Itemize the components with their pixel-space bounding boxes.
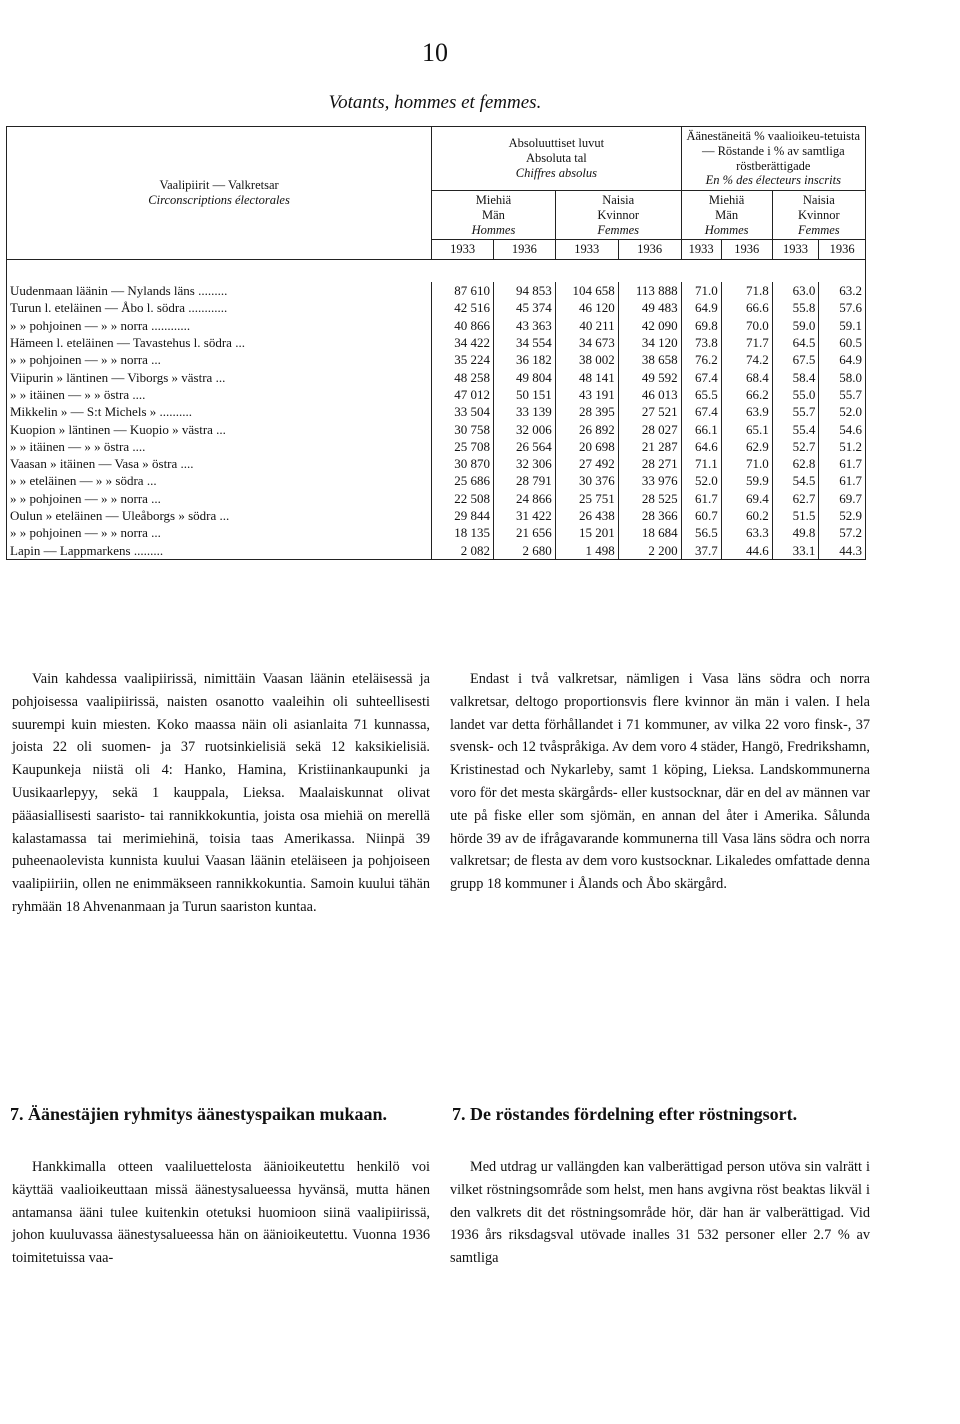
table-cell: 67.4: [681, 403, 721, 420]
table-row: [7, 386, 866, 403]
table-row: [7, 524, 866, 541]
table-cell: 32 306: [493, 455, 555, 472]
table-cell: 60.5: [819, 334, 866, 351]
table-cell: 52.0: [681, 472, 721, 489]
district-name: Uudenmaan läänin — Nylands läns .........: [7, 282, 432, 299]
absolute-header-fi: Absoluuttiset luvut: [508, 136, 605, 151]
district-name: » » pohjoinen — » » norra ...: [7, 490, 432, 507]
men-header-pct: [681, 191, 772, 240]
paragraph-swedish-1: Endast i två valkretsar, nämligen i Vasa läns södra och norra valkretsar, deltogo proportionsvis flere kvinnor än män i valen. I hela landet var detta förhållandet i 71 kommuner, av vilka 22 voro finsk-, 37 svensk- och 12 tvåspråkiga. Av dem voro 4 städer, Hangö, Fredrikshamn, Kristinestad och Nykarleby, samt 1 köping, Lieksa. Landskommunerna voro för det mesta skärgårds- eller kustsocknar, där en del av männen var ute på fiske eller som sjömän, en annan del åter i Amerika. Sålunda hörde 39 av de ifrågavarande kommunerna till Vasa läns södra och norra valkretsar; de flesta av dem voro kustsocknar. Likaledes omfattade denna grupp 18 kommuner i Ålands och Åbo skärgård.: [450, 671, 870, 893]
table-cell: 94 853: [493, 282, 555, 299]
table-cell: 64.5: [772, 334, 819, 351]
women-label-sv: Kvinnor: [597, 207, 640, 222]
table-cell: 63.3: [721, 524, 772, 541]
table-cell: 33.1: [772, 541, 819, 559]
table-cell: 55.4: [772, 420, 819, 437]
table-cell: 35 224: [432, 351, 494, 368]
percent-header-text: Äänestäneitä % vaalioikeu-tetuista — Röstande i % av samtliga röstberättigade: [686, 129, 861, 173]
table-cell: 52.9: [819, 507, 866, 524]
table-cell: 43 363: [493, 317, 555, 334]
table-cell: 46 013: [618, 386, 681, 403]
district-name: Lapin — Lappmarkens .........: [7, 541, 432, 559]
year-header: 1933: [681, 240, 721, 260]
table-cell: 71.8: [721, 282, 772, 299]
men-label-fr: Hommes: [471, 222, 516, 237]
percent-header: [681, 127, 865, 191]
table-cell: 51.5: [772, 507, 819, 524]
table-cell: 30 870: [432, 455, 494, 472]
district-name: » » pohjoinen — » » norra ............: [7, 317, 432, 334]
table-row: [7, 351, 866, 368]
table-cell: 55.7: [819, 386, 866, 403]
table-cell: 113 888: [618, 282, 681, 299]
district-name: Kuopion » läntinen — Kuopio » västra ...: [7, 420, 432, 437]
table-row: [7, 368, 866, 385]
table-cell: 63.0: [772, 282, 819, 299]
table-cell: 34 422: [432, 334, 494, 351]
district-name: » » eteläinen — » » södra ...: [7, 472, 432, 489]
text-swedish-2: [450, 1156, 870, 1270]
table-row: [7, 472, 866, 489]
absolute-header-sv: Absoluta tal: [525, 151, 587, 166]
women-header-pct: [772, 191, 865, 240]
table-cell: 24 866: [493, 490, 555, 507]
table-cell: 48 258: [432, 368, 494, 385]
table-cell: 64.6: [681, 438, 721, 455]
women-label-sv: Kvinnor: [798, 207, 840, 222]
year-header: 1936: [493, 240, 555, 260]
men-header-abs: [432, 191, 556, 240]
year-header: 1936: [721, 240, 772, 260]
women-label-fr: Femmes: [597, 222, 640, 237]
table-cell: 40 211: [555, 317, 618, 334]
men-label-fi: Miehiä: [708, 193, 745, 207]
table-cell: 58.4: [772, 368, 819, 385]
district-name: » » pohjoinen — » » norra ...: [7, 351, 432, 368]
table-cell: 54.6: [819, 420, 866, 437]
women-label-fi: Naisia: [802, 193, 835, 207]
table-cell: 87 610: [432, 282, 494, 299]
table-cell: 63.9: [721, 403, 772, 420]
table-cell: 2 680: [493, 541, 555, 559]
table-cell: 71.0: [681, 282, 721, 299]
women-label-fi: Naisia: [602, 193, 635, 207]
year-header: 1933: [772, 240, 819, 260]
table-cell: 38 658: [618, 351, 681, 368]
district-name: Mikkelin » — S:t Michels » ..........: [7, 403, 432, 420]
table-cell: 25 751: [555, 490, 618, 507]
paragraph-swedish-2: Med utdrag ur vallängden kan valberättigad person utöva sin valrätt i vilket röstningsområde som helst, men hans avgivna röst beaktas likväl i den valkrets dit det röstningsområde hör, där han är valberättigad. Vid 1936 års riksdagsval utövade inalles 31 532 personer eller 2.7 % av samtliga: [450, 1159, 870, 1267]
district-header: [7, 127, 432, 260]
table-cell: 36 182: [493, 351, 555, 368]
table-row: [7, 282, 866, 299]
table-cell: 66.2: [721, 386, 772, 403]
table-cell: 58.0: [819, 368, 866, 385]
table-cell: 59.0: [772, 317, 819, 334]
table-cell: 28 525: [618, 490, 681, 507]
table-cell: 18 135: [432, 524, 494, 541]
table-row: [7, 507, 866, 524]
section-heading-finnish: 7. Äänestäjien ryhmitys äänestyspaikan mukaan.: [10, 1104, 388, 1124]
percent-header-fr: En % des électeurs inscrits: [705, 173, 841, 188]
table-cell: 60.7: [681, 507, 721, 524]
table-cell: 64.9: [819, 351, 866, 368]
district-name: Vaasan » itäinen — Vasa » östra ....: [7, 455, 432, 472]
table-cell: 42 090: [618, 317, 681, 334]
district-name: » » itäinen — » » östra ....: [7, 386, 432, 403]
table-cell: 40 866: [432, 317, 494, 334]
table-cell: 42 516: [432, 299, 494, 316]
table-cell: 59.9: [721, 472, 772, 489]
table-row: [7, 420, 866, 437]
year-header: 1933: [432, 240, 494, 260]
paragraph-finnish-2: Hankkimalla otteen vaaliluettelosta äänioikeutettu henkilö voi käyttää vaalioikeuttaan missä äänestysalueessa hyvänsä, mutta hänen antamansa ääni tulee kuitenkin otetuksi huomioon siinä vaalipiirissä, johon kuuluvassa äänestysalueessa hän on äänioikeutettu. Vuonna 1936 toimitetuissa vaa-: [12, 1159, 430, 1267]
table-cell: 25 686: [432, 472, 494, 489]
table-cell: 32 006: [493, 420, 555, 437]
table-cell: 61.7: [819, 455, 866, 472]
table-cell: 27 521: [618, 403, 681, 420]
table-cell: 55.8: [772, 299, 819, 316]
table-cell: 69.7: [819, 490, 866, 507]
table-cell: 27 492: [555, 455, 618, 472]
absolute-header: [432, 127, 681, 191]
table-cell: 67.4: [681, 368, 721, 385]
table-cell: 22 508: [432, 490, 494, 507]
table-cell: 34 554: [493, 334, 555, 351]
table-cell: 62.9: [721, 438, 772, 455]
table-cell: 2 200: [618, 541, 681, 559]
table-cell: 65.1: [721, 420, 772, 437]
section-heading-swedish: 7. De röstandes fördelning efter röstningsort.: [452, 1104, 798, 1124]
year-header: 1933: [555, 240, 618, 260]
absolute-header-fr: Chiffres absolus: [515, 165, 597, 180]
table-cell: 67.5: [772, 351, 819, 368]
table-cell: 31 422: [493, 507, 555, 524]
district-header-fi: Vaalipiirit — Valkretsar: [159, 178, 279, 193]
women-header-abs: [555, 191, 681, 240]
table-cell: 70.0: [721, 317, 772, 334]
table-cell: 74.2: [721, 351, 772, 368]
table-cell: 47 012: [432, 386, 494, 403]
table-cell: 28 027: [618, 420, 681, 437]
table-cell: 38 002: [555, 351, 618, 368]
table-cell: 55.7: [772, 403, 819, 420]
table-row: [7, 403, 866, 420]
table-cell: 56.5: [681, 524, 721, 541]
table-row: [7, 490, 866, 507]
table-cell: 28 366: [618, 507, 681, 524]
table-cell: 62.8: [772, 455, 819, 472]
table-cell: 52.7: [772, 438, 819, 455]
table-cell: 55.0: [772, 386, 819, 403]
table-row: [7, 299, 866, 316]
table-cell: 104 658: [555, 282, 618, 299]
table-cell: 69.4: [721, 490, 772, 507]
table-cell: 2 082: [432, 541, 494, 559]
table-cell: 57.2: [819, 524, 866, 541]
table-cell: 60.2: [721, 507, 772, 524]
table-cell: 21 287: [618, 438, 681, 455]
page-number: 10: [422, 38, 448, 67]
table-cell: 34 673: [555, 334, 618, 351]
table-cell: 50 151: [493, 386, 555, 403]
table-cell: 73.8: [681, 334, 721, 351]
table-cell: 52.0: [819, 403, 866, 420]
table-cell: 37.7: [681, 541, 721, 559]
paragraph-finnish-1: Vain kahdessa vaalipiirissä, nimittäin Vaasan läänin eteläisessä ja pohjoisessa vaalipiirissä, naisten osanotto vaaleihin oli suhteellisesti suurempi kuin miesten. Koko maassa näin oli asianlaita 71 kunnassa, joista 22 oli suomen- ja 37 ruotsinkielisiä sekä 12 kaksikielisiä. Kaupunkeja niistä oli 4: Hanko, Hamina, Kristiinankaupunki ja Uusikaarlepyy, sekä 1 kauppala, Lieksa. Maalaiskunnat olivat pääasiallisesti saaristo- tai rannikkokuntia, joista osa miehiä on merellä kalastamassa tai merimiehinä, toisia taas Amerikassa. Niinpä 39 puheenaolevista kunnista kuului Vaasan läänin eteläiseen ja pohjoiseen vaalipiiriin, ollen ne enimmäkseen rannikkokuntia. Samoin kuului tähän ryhmään 18 Ahvenanmaan ja Turun saariston kuntaa.: [12, 671, 430, 915]
table-cell: 44.3: [819, 541, 866, 559]
district-header-fr: Circonscriptions électorales: [148, 193, 290, 207]
table-cell: 49 804: [493, 368, 555, 385]
table-title: Votants, hommes et femmes.: [328, 92, 542, 113]
table-cell: 26 438: [555, 507, 618, 524]
table-cell: 61.7: [681, 490, 721, 507]
table-cell: 71.0: [721, 455, 772, 472]
table-cell: 30 758: [432, 420, 494, 437]
table-cell: 57.6: [819, 299, 866, 316]
table-cell: 28 395: [555, 403, 618, 420]
table-cell: 62.7: [772, 490, 819, 507]
men-label-fi: Miehiä: [475, 193, 512, 207]
men-label-sv: Män: [482, 207, 505, 222]
table-row: [7, 455, 866, 472]
table-row: [7, 317, 866, 334]
district-name: » » itäinen — » » östra ....: [7, 438, 432, 455]
table-cell: 51.2: [819, 438, 866, 455]
table-cell: 44.6: [721, 541, 772, 559]
table-cell: 49 592: [618, 368, 681, 385]
text-finnish-1: [12, 668, 430, 919]
women-label-fr: Femmes: [798, 222, 840, 237]
table-cell: 21 656: [493, 524, 555, 541]
table-row: [7, 334, 866, 351]
table-cell: 66.6: [721, 299, 772, 316]
table-cell: 26 892: [555, 420, 618, 437]
table-cell: 1 498: [555, 541, 618, 559]
year-header: 1936: [618, 240, 681, 260]
table-cell: 48 141: [555, 368, 618, 385]
table-cell: 33 139: [493, 403, 555, 420]
district-name: Turun l. eteläinen — Åbo l. södra ............: [7, 299, 432, 316]
men-label-fr: Hommes: [704, 222, 749, 237]
table-cell: 49 483: [618, 299, 681, 316]
table-cell: 28 791: [493, 472, 555, 489]
table-cell: 76.2: [681, 351, 721, 368]
table-cell: 29 844: [432, 507, 494, 524]
table-cell: 33 976: [618, 472, 681, 489]
text-swedish-1: [450, 668, 870, 896]
table-cell: 59.1: [819, 317, 866, 334]
table-cell: 15 201: [555, 524, 618, 541]
table-cell: 46 120: [555, 299, 618, 316]
table-cell: 34 120: [618, 334, 681, 351]
table-cell: 30 376: [555, 472, 618, 489]
men-label-sv: Män: [715, 207, 739, 222]
table-cell: 49.8: [772, 524, 819, 541]
table-cell: 20 698: [555, 438, 618, 455]
table-cell: 61.7: [819, 472, 866, 489]
table-cell: 25 708: [432, 438, 494, 455]
district-name: » » pohjoinen — » » norra ...: [7, 524, 432, 541]
table-row: [7, 438, 866, 455]
table-cell: 45 374: [493, 299, 555, 316]
table-cell: 28 271: [618, 455, 681, 472]
table-cell: 65.5: [681, 386, 721, 403]
table-cell: 26 564: [493, 438, 555, 455]
district-name: Hämeen l. eteläinen — Tavastehus l. södra ...: [7, 334, 432, 351]
table-cell: 18 684: [618, 524, 681, 541]
table-cell: 71.1: [681, 455, 721, 472]
district-name: Oulun » eteläinen — Uleåborgs » södra ...: [7, 507, 432, 524]
table-cell: 54.5: [772, 472, 819, 489]
table-cell: 69.8: [681, 317, 721, 334]
year-header: 1936: [819, 240, 866, 260]
table-cell: 63.2: [819, 282, 866, 299]
table-cell: 71.7: [721, 334, 772, 351]
table-cell: 33 504: [432, 403, 494, 420]
table-cell: 68.4: [721, 368, 772, 385]
spacer-row: [7, 260, 866, 283]
table-cell: 64.9: [681, 299, 721, 316]
voters-table: [6, 126, 866, 560]
table-row: [7, 541, 866, 559]
table-cell: 43 191: [555, 386, 618, 403]
text-finnish-2: [12, 1156, 430, 1270]
table-cell: 66.1: [681, 420, 721, 437]
district-name: Viipurin » läntinen — Viborgs » västra ...: [7, 368, 432, 385]
